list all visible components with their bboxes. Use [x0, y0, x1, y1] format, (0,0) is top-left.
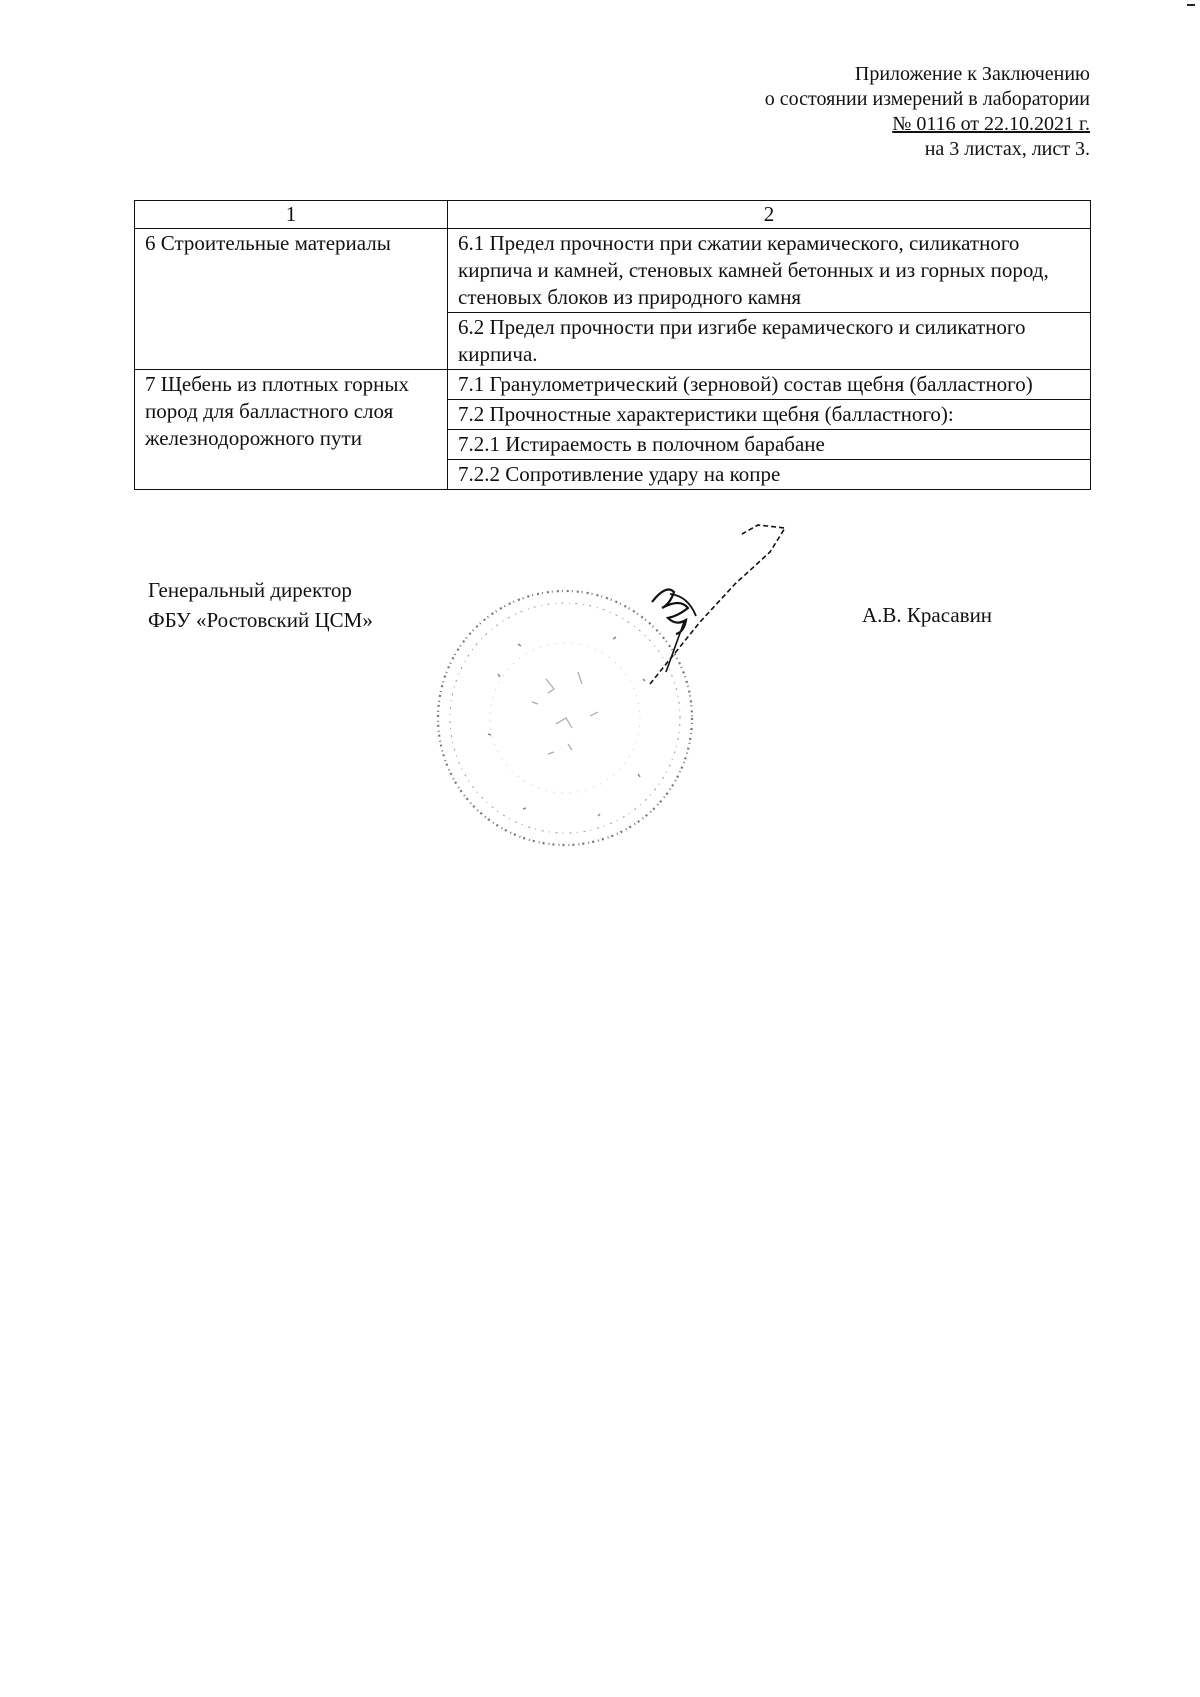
item-7-1: 7.1 Гранулометрический (зерновой) состав щебня (балластного) — [448, 370, 1091, 400]
appendix-header — [765, 62, 1090, 162]
signatory-position: Генеральный директор — [148, 578, 352, 602]
item-6-1: 6.1 Предел прочности при сжатии керамического, силикатного кирпича и камней, стеновых камней бетонных и из горных пород, стеновых блоков из природного камня — [448, 229, 1091, 313]
signatory-organization: ФБУ «Ростовский ЦСМ» — [148, 608, 373, 632]
table-row — [135, 229, 1091, 313]
item-7-2: 7.2 Прочностные характеристики щебня (балластного): — [448, 400, 1091, 430]
signatory-name: А.В. Красавин — [862, 603, 993, 627]
header-document-number: № 0116 от 22.10.2021 г. — [892, 113, 1090, 135]
header-sheet-info: на 3 листах, лист 3. — [924, 138, 1090, 160]
table-header-row — [135, 201, 1091, 229]
corner-mark — [1187, 4, 1195, 6]
group-label-7: 7 Щебень из плотных горных пород для балластного слоя железнодорожного пути — [135, 370, 448, 490]
item-7-2-2: 7.2.2 Сопротивление удару на копре — [448, 460, 1091, 490]
group-label-6: 6 Строительные материалы — [135, 229, 448, 370]
handwritten-signature-icon — [640, 522, 790, 687]
column-header-2: 2 — [448, 201, 1091, 229]
table-row — [135, 370, 1091, 400]
column-header-1: 1 — [135, 201, 448, 229]
header-line-2: о состоянии измерений в лаборатории — [764, 88, 1090, 110]
header-line-1: Приложение к Заключению — [854, 63, 1090, 85]
item-7-2-1: 7.2.1 Истираемость в полочном барабане — [448, 430, 1091, 460]
measurement-scope-table — [134, 200, 1091, 490]
signatory-title — [148, 575, 373, 635]
item-6-2: 6.2 Предел прочности при изгибе керамического и силикатного кирпича. — [448, 313, 1091, 370]
